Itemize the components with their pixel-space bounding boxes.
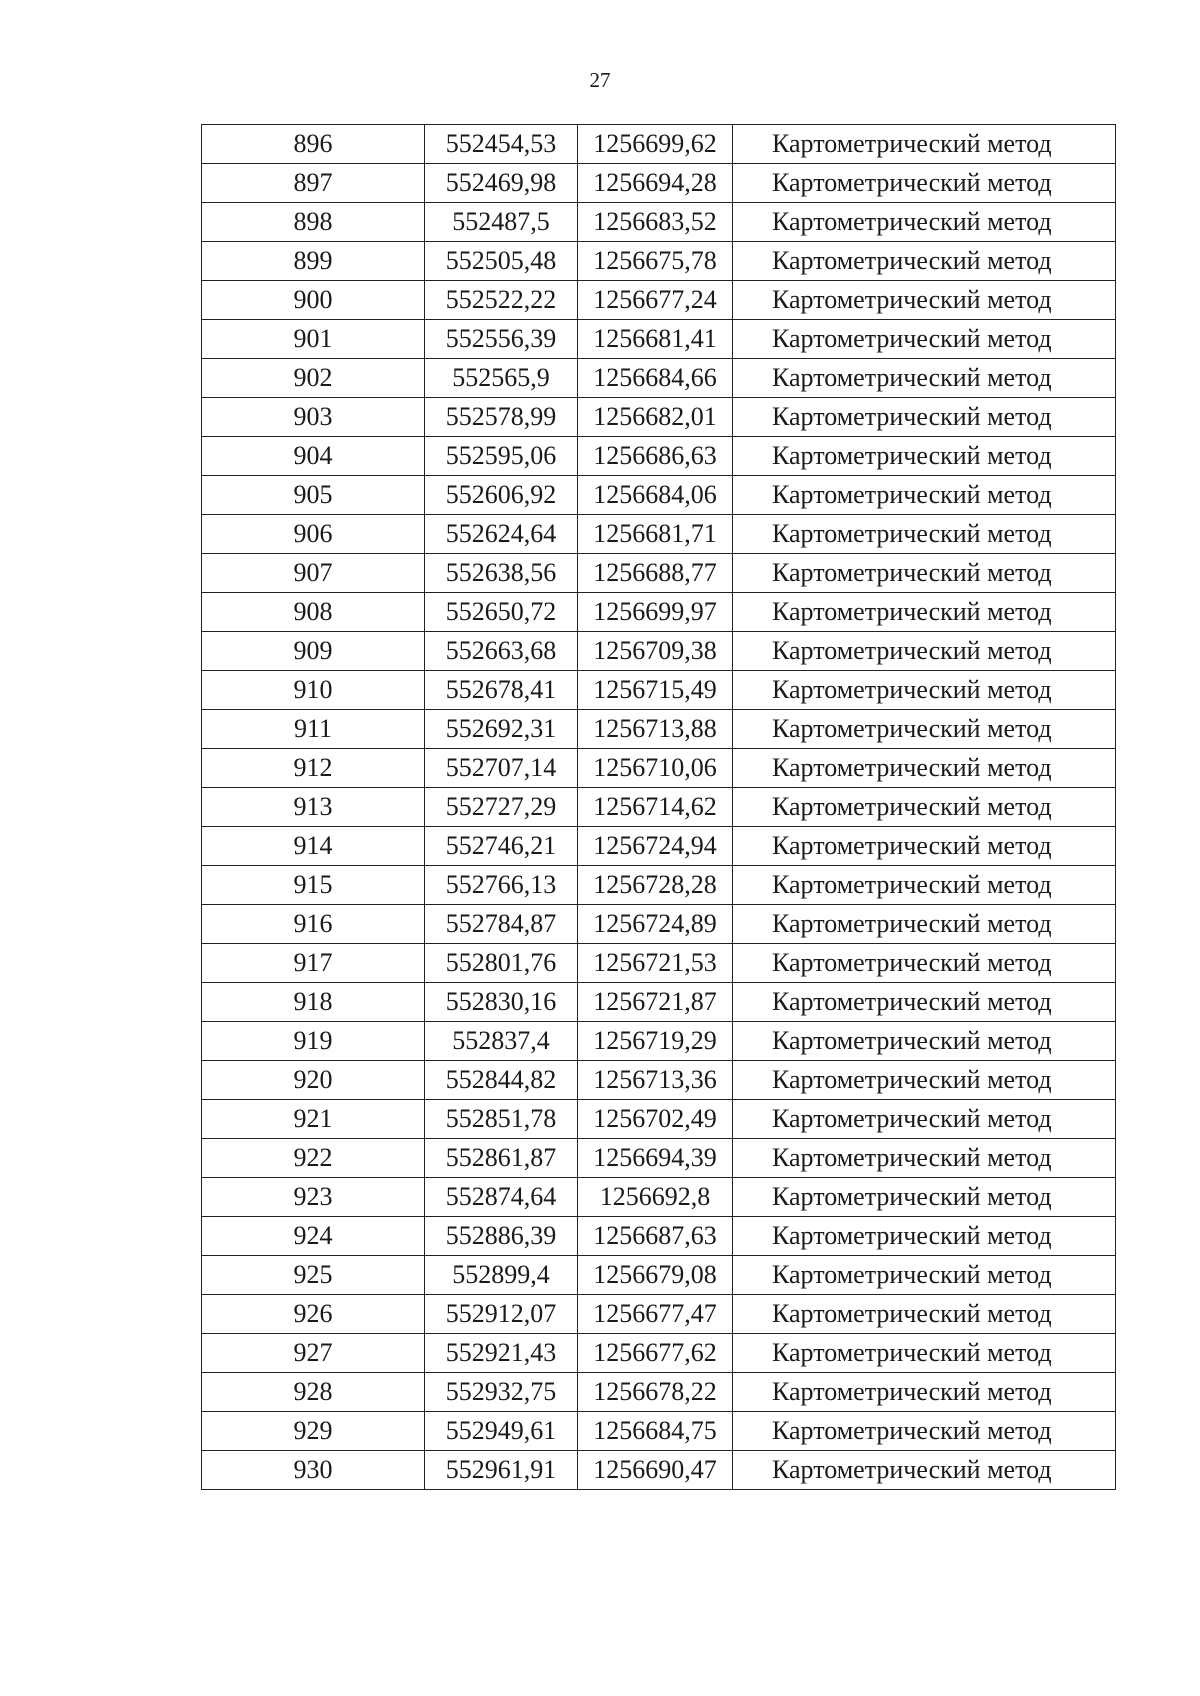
table-row: [202, 437, 1116, 476]
method-cell: Картометрический метод: [733, 632, 1116, 671]
x-coordinate-cell: 552921,43: [425, 1334, 578, 1373]
y-coordinate-cell: 1256699,62: [578, 125, 733, 164]
method-cell: Картометрический метод: [733, 788, 1116, 827]
method-cell: Картометрический метод: [733, 593, 1116, 632]
method-cell: Картометрический метод: [733, 827, 1116, 866]
method-cell: Картометрический метод: [733, 476, 1116, 515]
method-cell: Картометрический метод: [733, 359, 1116, 398]
x-coordinate-cell: 552638,56: [425, 554, 578, 593]
table-row: [202, 1178, 1116, 1217]
point-number-cell: 896: [202, 125, 425, 164]
y-coordinate-cell: 1256715,49: [578, 671, 733, 710]
x-coordinate-cell: 552624,64: [425, 515, 578, 554]
method-cell: Картометрический метод: [733, 710, 1116, 749]
method-cell: Картометрический метод: [733, 944, 1116, 983]
x-coordinate-cell: 552487,5: [425, 203, 578, 242]
point-number-cell: 911: [202, 710, 425, 749]
x-coordinate-cell: 552454,53: [425, 125, 578, 164]
x-coordinate-cell: 552727,29: [425, 788, 578, 827]
y-coordinate-cell: 1256690,47: [578, 1451, 733, 1490]
table-row: [202, 1256, 1116, 1295]
method-cell: Картометрический метод: [733, 1139, 1116, 1178]
point-number-cell: 909: [202, 632, 425, 671]
x-coordinate-cell: 552874,64: [425, 1178, 578, 1217]
y-coordinate-cell: 1256699,97: [578, 593, 733, 632]
method-cell: Картометрический метод: [733, 983, 1116, 1022]
table-row: [202, 788, 1116, 827]
table-row: [202, 1412, 1116, 1451]
page-number: 27: [589, 68, 611, 92]
method-cell: Картометрический метод: [733, 164, 1116, 203]
point-number-cell: 906: [202, 515, 425, 554]
point-number-cell: 912: [202, 749, 425, 788]
table-row: [202, 1139, 1116, 1178]
y-coordinate-cell: 1256681,71: [578, 515, 733, 554]
y-coordinate-cell: 1256713,88: [578, 710, 733, 749]
method-cell: Картометрический метод: [733, 1256, 1116, 1295]
method-cell: Картометрический метод: [733, 242, 1116, 281]
table-row: [202, 242, 1116, 281]
x-coordinate-cell: 552961,91: [425, 1451, 578, 1490]
y-coordinate-cell: 1256678,22: [578, 1373, 733, 1412]
x-coordinate-cell: 552469,98: [425, 164, 578, 203]
y-coordinate-cell: 1256683,52: [578, 203, 733, 242]
x-coordinate-cell: 552522,22: [425, 281, 578, 320]
method-cell: Картометрический метод: [733, 1178, 1116, 1217]
method-cell: Картометрический метод: [733, 749, 1116, 788]
y-coordinate-cell: 1256713,36: [578, 1061, 733, 1100]
x-coordinate-cell: 552505,48: [425, 242, 578, 281]
point-number-cell: 918: [202, 983, 425, 1022]
point-number-cell: 924: [202, 1217, 425, 1256]
x-coordinate-cell: 552595,06: [425, 437, 578, 476]
x-coordinate-cell: 552899,4: [425, 1256, 578, 1295]
table-row: [202, 866, 1116, 905]
point-number-cell: 910: [202, 671, 425, 710]
method-cell: Картометрический метод: [733, 437, 1116, 476]
y-coordinate-cell: 1256709,38: [578, 632, 733, 671]
table-row: [202, 593, 1116, 632]
method-cell: Картометрический метод: [733, 1412, 1116, 1451]
point-number-cell: 905: [202, 476, 425, 515]
y-coordinate-cell: 1256694,39: [578, 1139, 733, 1178]
table-row: [202, 671, 1116, 710]
table-row: [202, 983, 1116, 1022]
x-coordinate-cell: 552837,4: [425, 1022, 578, 1061]
table-row: [202, 1451, 1116, 1490]
coordinates-table: [201, 124, 1116, 1490]
point-number-cell: 902: [202, 359, 425, 398]
table-row: [202, 125, 1116, 164]
coordinates-table-body: [202, 125, 1116, 1490]
point-number-cell: 929: [202, 1412, 425, 1451]
x-coordinate-cell: 552861,87: [425, 1139, 578, 1178]
table-row: [202, 476, 1116, 515]
x-coordinate-cell: 552678,41: [425, 671, 578, 710]
method-cell: Картометрический метод: [733, 554, 1116, 593]
method-cell: Картометрический метод: [733, 1100, 1116, 1139]
point-number-cell: 925: [202, 1256, 425, 1295]
x-coordinate-cell: 552784,87: [425, 905, 578, 944]
table-row: [202, 1022, 1116, 1061]
y-coordinate-cell: 1256721,87: [578, 983, 733, 1022]
point-number-cell: 914: [202, 827, 425, 866]
method-cell: Картометрический метод: [733, 1217, 1116, 1256]
point-number-cell: 922: [202, 1139, 425, 1178]
table-row: [202, 398, 1116, 437]
method-cell: Картометрический метод: [733, 1295, 1116, 1334]
table-row: [202, 203, 1116, 242]
point-number-cell: 923: [202, 1178, 425, 1217]
x-coordinate-cell: 552912,07: [425, 1295, 578, 1334]
y-coordinate-cell: 1256724,94: [578, 827, 733, 866]
method-cell: Картометрический метод: [733, 1334, 1116, 1373]
point-number-cell: 926: [202, 1295, 425, 1334]
x-coordinate-cell: 552746,21: [425, 827, 578, 866]
y-coordinate-cell: 1256679,08: [578, 1256, 733, 1295]
table-row: [202, 1100, 1116, 1139]
x-coordinate-cell: 552650,72: [425, 593, 578, 632]
x-coordinate-cell: 552663,68: [425, 632, 578, 671]
point-number-cell: 898: [202, 203, 425, 242]
y-coordinate-cell: 1256675,78: [578, 242, 733, 281]
x-coordinate-cell: 552886,39: [425, 1217, 578, 1256]
y-coordinate-cell: 1256677,24: [578, 281, 733, 320]
point-number-cell: 930: [202, 1451, 425, 1490]
table-row: [202, 905, 1116, 944]
y-coordinate-cell: 1256681,41: [578, 320, 733, 359]
point-number-cell: 903: [202, 398, 425, 437]
point-number-cell: 919: [202, 1022, 425, 1061]
method-cell: Картометрический метод: [733, 1022, 1116, 1061]
x-coordinate-cell: 552949,61: [425, 1412, 578, 1451]
x-coordinate-cell: 552932,75: [425, 1373, 578, 1412]
y-coordinate-cell: 1256714,62: [578, 788, 733, 827]
x-coordinate-cell: 552692,31: [425, 710, 578, 749]
y-coordinate-cell: 1256687,63: [578, 1217, 733, 1256]
x-coordinate-cell: 552707,14: [425, 749, 578, 788]
y-coordinate-cell: 1256692,8: [578, 1178, 733, 1217]
method-cell: Картометрический метод: [733, 320, 1116, 359]
x-coordinate-cell: 552851,78: [425, 1100, 578, 1139]
table-row: [202, 1061, 1116, 1100]
method-cell: Картометрический метод: [733, 1061, 1116, 1100]
method-cell: Картометрический метод: [733, 905, 1116, 944]
y-coordinate-cell: 1256694,28: [578, 164, 733, 203]
x-coordinate-cell: 552578,99: [425, 398, 578, 437]
point-number-cell: 915: [202, 866, 425, 905]
point-number-cell: 907: [202, 554, 425, 593]
table-row: [202, 827, 1116, 866]
table-row: [202, 359, 1116, 398]
table-row: [202, 164, 1116, 203]
table-row: [202, 320, 1116, 359]
method-cell: Картометрический метод: [733, 1451, 1116, 1490]
point-number-cell: 913: [202, 788, 425, 827]
y-coordinate-cell: 1256728,28: [578, 866, 733, 905]
x-coordinate-cell: 552830,16: [425, 983, 578, 1022]
table-row: [202, 944, 1116, 983]
y-coordinate-cell: 1256684,75: [578, 1412, 733, 1451]
method-cell: Картометрический метод: [733, 125, 1116, 164]
y-coordinate-cell: 1256682,01: [578, 398, 733, 437]
method-cell: Картометрический метод: [733, 866, 1116, 905]
point-number-cell: 927: [202, 1334, 425, 1373]
table-row: [202, 632, 1116, 671]
x-coordinate-cell: 552801,76: [425, 944, 578, 983]
x-coordinate-cell: 552565,9: [425, 359, 578, 398]
method-cell: Картометрический метод: [733, 1373, 1116, 1412]
table-row: [202, 1217, 1116, 1256]
point-number-cell: 904: [202, 437, 425, 476]
table-row: [202, 749, 1116, 788]
x-coordinate-cell: 552844,82: [425, 1061, 578, 1100]
y-coordinate-cell: 1256724,89: [578, 905, 733, 944]
method-cell: Картометрический метод: [733, 281, 1116, 320]
point-number-cell: 921: [202, 1100, 425, 1139]
point-number-cell: 908: [202, 593, 425, 632]
method-cell: Картометрический метод: [733, 398, 1116, 437]
method-cell: Картометрический метод: [733, 203, 1116, 242]
point-number-cell: 899: [202, 242, 425, 281]
table-row: [202, 515, 1116, 554]
y-coordinate-cell: 1256710,06: [578, 749, 733, 788]
y-coordinate-cell: 1256684,06: [578, 476, 733, 515]
table-row: [202, 554, 1116, 593]
x-coordinate-cell: 552766,13: [425, 866, 578, 905]
point-number-cell: 920: [202, 1061, 425, 1100]
table-row: [202, 281, 1116, 320]
y-coordinate-cell: 1256719,29: [578, 1022, 733, 1061]
method-cell: Картометрический метод: [733, 671, 1116, 710]
point-number-cell: 928: [202, 1373, 425, 1412]
point-number-cell: 916: [202, 905, 425, 944]
y-coordinate-cell: 1256677,47: [578, 1295, 733, 1334]
y-coordinate-cell: 1256686,63: [578, 437, 733, 476]
method-cell: Картометрический метод: [733, 515, 1116, 554]
point-number-cell: 917: [202, 944, 425, 983]
y-coordinate-cell: 1256702,49: [578, 1100, 733, 1139]
y-coordinate-cell: 1256688,77: [578, 554, 733, 593]
x-coordinate-cell: 552556,39: [425, 320, 578, 359]
table-row: [202, 1334, 1116, 1373]
y-coordinate-cell: 1256677,62: [578, 1334, 733, 1373]
table-row: [202, 710, 1116, 749]
table-row: [202, 1373, 1116, 1412]
y-coordinate-cell: 1256721,53: [578, 944, 733, 983]
y-coordinate-cell: 1256684,66: [578, 359, 733, 398]
x-coordinate-cell: 552606,92: [425, 476, 578, 515]
point-number-cell: 900: [202, 281, 425, 320]
table-row: [202, 1295, 1116, 1334]
point-number-cell: 897: [202, 164, 425, 203]
point-number-cell: 901: [202, 320, 425, 359]
